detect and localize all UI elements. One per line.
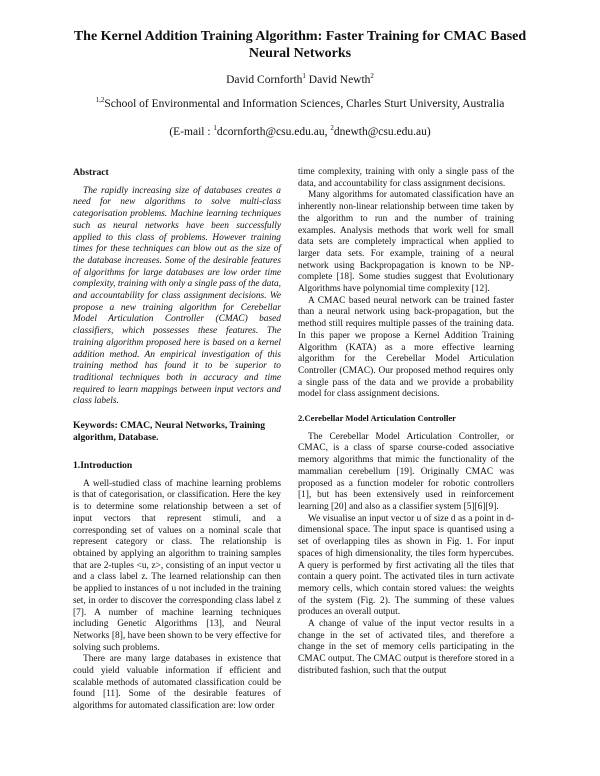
right-paragraph-1: Many algorithms for automated classification have an inherently non-linear relationship between time taken by the algorithm to run and the number of training examples. Analysis methods that work well for small data sets are completely impractical when applied to larger data sets. For example, training of a neural network using Backpropagation is known to be NP-complete [18]. Some studies suggest that Evolutionary Algorithms have polynomial time complexity [12]. bbox=[298, 190, 514, 295]
authors: David Cornforth$^1$ David Newth$^2$ bbox=[226, 72, 374, 86]
affiliation: $^{1,2}$School of Environmental and Information Sciences, Charles Sturt University, Australia bbox=[95, 96, 505, 110]
cmac-paragraph-1: The Cerebellar Model Articulation Controller, or CMAC, is a class of sparse course-coded associative memory algorithms that mimic the functionality of the mammalian cerebellum [19]. Originally CMAC was proposed as a function modeler for robotic controllers [1], but has been extensively used in reinforcement learning [20] and also as a classifier system [5][6][9]. bbox=[298, 431, 514, 512]
abstract-section bbox=[73, 167, 281, 408]
abstract-heading: Abstract bbox=[73, 167, 109, 178]
left-column bbox=[73, 167, 281, 713]
intro-paragraph-1: A well-studied class of machine learning problems is that of categorisation, or classification. Here the key is to determine some relationship between a set of input vectors that represent stimuli, and a corresponding set of values on a nominal scale that represent category or class. The relationship is obtained by applying an algorithm to training samples that are 2-tuples <u, z>, consisting of an input vector u and a class label z. The learned relationship can then be applied to instances of u not included in the training set, in order to discover the corresponding class label z [7]. A number of machine learning techniques including Genetic Algorithms [13], and Neural Networks [8], have been shown to be very effective for solving such problems. bbox=[73, 478, 281, 653]
email-line: (E-mail : $^1$dcornforth@csu.edu.au, $^2$dnewth@csu.edu.au) bbox=[169, 124, 431, 138]
intro-paragraph-2: There are many large databases in existence that could yield valuable information if efficient and scalable methods of automated classification could be found [11]. Some of the desirable features of algorithms for automated classification are: low order bbox=[73, 654, 281, 712]
cmac-paragraph-3: A change of value of the input vector results in a change in the set of activated tiles, and therefore a change in the set of memory cells participating in the CMAC output. The CMAC output is therefore stored in a distributed fashion, such that the output bbox=[298, 619, 514, 676]
paper-title: The Kernel Addition Training Algorithm: Faster Training for CMAC Based Neural Networks bbox=[73, 29, 527, 61]
cmac-paragraph-2: We visualise an input vector u of size d as a point in d-dimensional space. The input space is quantised using a set of overlapping tiles as shown in Fig. 1. For input spaces of high dimensionality, the tiles form hypercubes. A query is performed by first activating all the tiles that contain a query point. The activated tiles in turn activate memory cells, which contain stored values: the weights of the system (Fig. 2). The summing of these values produces an overall output. bbox=[298, 513, 514, 618]
introduction-heading: 1.Introduction bbox=[73, 460, 133, 472]
cmac-section-heading: 2.Cerebellar Model Articulation Controller bbox=[298, 413, 457, 424]
continued-paragraph: time complexity, training with only a single pass of the data, and accountability for class assignment decisions. bbox=[298, 167, 514, 189]
right-column bbox=[298, 167, 514, 678]
introduction-section bbox=[73, 460, 281, 713]
abstract-text: The rapidly increasing size of databases creates a need for new algorithms to solve multi-class categorisation problems. Machine learning techniques such as neural networks have been successfully applied to this class of problems. However training times for these techniques can blow out as the size of the database increases. Some of the desirable features of algorithms for large databases are low order time complexity, training with only a single pass of the data, and accountability for class assignment decisions. We propose a new training algorithm for Cerebellar Model Articulation Controller (CMAC) based classifiers, which possesses these features. The training algorithm proposed here is based on a kernel addition method. An empirical investigation of this training method has found it to be superior to traditional techniques both in accuracy and time required to learn mappings between input vectors and class labels. bbox=[73, 185, 281, 407]
right-paragraph-2: A CMAC based neural network can be trained faster than a neural network using back-propagation, but the method still requires multiple passes of the training data. In this paper we propose a Kernel Addition Training Algorithm (KATA) as a more effective learning algorithm for the Cerebellar Model Articulation Controller (CMAC). Our proposed method requires only a single pass of the data and we provide a probability model for class assignment decisions. bbox=[298, 295, 514, 400]
keywords: Keywords: CMAC, Neural Networks, Training algorithm, Database. bbox=[73, 420, 266, 444]
